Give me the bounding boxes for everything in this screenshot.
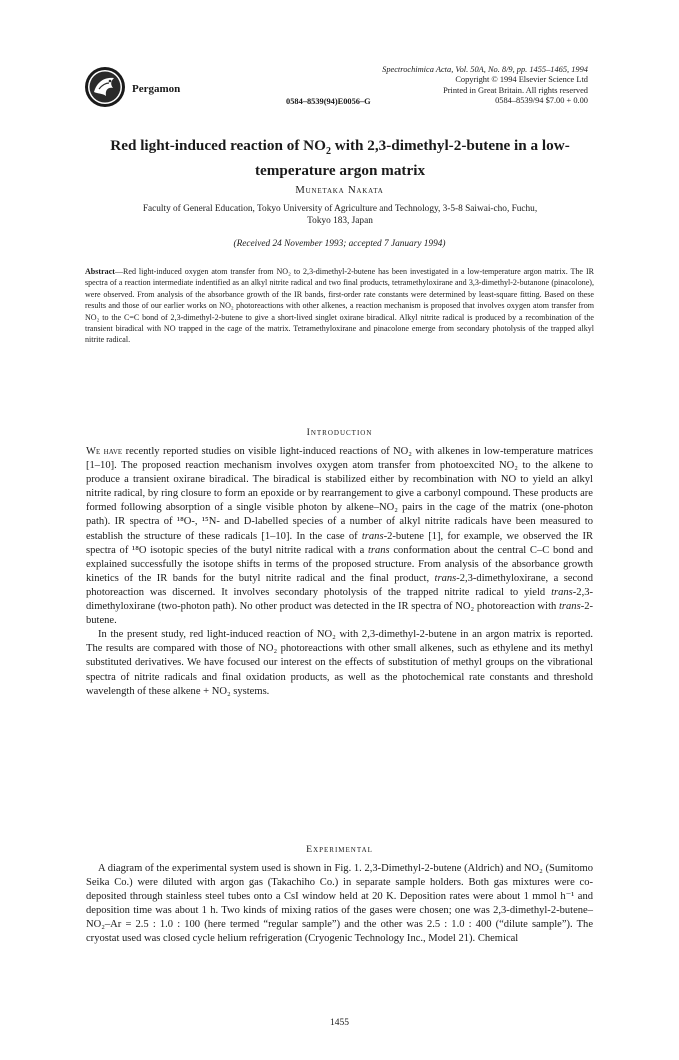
- price-code: 0584–8539/94 $7.00 + 0.00: [495, 96, 588, 106]
- text-run: -2-butene [1], for example, we observed the IR spectra of ¹⁸O isotopic species of the butyl nitrite radical with a: [86, 530, 594, 556]
- text-run: recently reported studies on visible light-induced reactions of NO₂ with alkenes in low-temperature matrices [1–10]. The proposed reaction mechanism involves oxygen atom transfer from photoexcited NO₂ to the alkene to produce a transient oxirane biradical. The biradical is stabilized either by recombination with NO to yield an alkyl nitrite radical, by ring closure to form an epoxide or by rearrangement to give a carbonyl compound. These products are formed following absorption of a single visible photon by alkene–NO₂ pairs in the cage of the matrix (one-photon path). IR spectra of ¹⁸O-, ¹⁵N- and D-labelled species of a number of alkyl nitrite radicals have been measured to establish the structure of these radicals [1–10]. In the case of: [86, 446, 593, 542]
- abstract: [85, 266, 594, 346]
- title-subscript: 2: [325, 146, 331, 158]
- received-dates: (Received 24 November 1993; accepted 7 January 1994): [233, 239, 446, 249]
- introduction-heading: Introduction: [306, 427, 373, 438]
- text-run: -2,3-dimethyloxirane (two-photon path). No other product was detected in the IR spectra of NO₂ photoreaction with: [86, 586, 593, 613]
- italic-term: trans: [434, 572, 457, 584]
- italic-term: trans: [361, 530, 384, 542]
- article-title: [70, 136, 610, 180]
- publisher-name: Pergamon: [132, 83, 181, 95]
- title-text-1: Red light-induced reaction of NO: [110, 137, 326, 154]
- author-affiliation: [90, 203, 590, 227]
- printed-notice: Printed in Great Britain. All rights reserved: [443, 85, 588, 95]
- text-run: conformation about the central C–C bond and explained successfully the isotope shifts in terms of the proposed structure. From analysis of the absorbance growth kinetics of the IR bands for the butyl nitrite radical and the final product,: [86, 544, 593, 584]
- text-run: -2-butene.: [86, 601, 593, 627]
- pergamon-logo-icon: [84, 66, 126, 108]
- title-text-2: with 2,3-dimethyl-2-butene in a low-temperature argon matrix: [254, 137, 570, 180]
- abstract-text: —Red light-induced oxygen atom transfer from NO₂ to 2,3-dimethyl-2-butene has been investigated in a low-temperature argon matrix. The IR spectra of a reaction intermediate indentified as an alkyl nitrite radical and two final products, tetramethyloxirane and 3,3-dimethyl-2-butanone (pinacolone), were observed. From analysis of the absorbance growth of the IR bands, first-order rate constants were determined by least-square fitting. Based on these results and those of our earlier works on NO₂ photoreactions with other alkenes, a reaction mechanism is proposed that involves oxygen atom transfer from NO₂ to the C=C bond of 2,3-dimethyl-2-butene to give a short-lived singlet oxirane biradical. Alkyl nitrite radical is produced by a recombination of the transient biradical with NO trapped in the cage of the matrix. Tetramethyloxirane and pinacolone emerge from secondary photolysis of the trapped alkyl nitrite radical.: [85, 267, 594, 345]
- experimental-paragraph-1: A diagram of the experimental system used is shown in Fig. 1. 2,3-Dimethyl-2-butene (Aldrich) and NO₂ (Sumitomo Seika Co.) were diluted with argon gas (Takachiho Co.) in separate sample holders. Both gas mixtures were co-deposited through stainless steel tubes onto a CsI window held at 20 K. Deposition rates were about 1 mmol h⁻¹ and deposition time was about 1 h. Two kinds of mixing ratios of the gases were chosen; one was 2,3-dimethyl-2-butene–NO₂–Ar = 2.5 : 1.0 : 100 (here termed “regular sample”) and the other was 2.5 : 1.0 : 400 (“dilute sample”). The cryostat used was closed cycle helium refrigeration (Cryogenic Technology Inc., Model 21). Chemical: [86, 863, 593, 945]
- experimental-heading: Experimental: [306, 844, 373, 855]
- experimental-body: [86, 862, 593, 947]
- affiliation-line-1: Faculty of General Education, Tokyo University of Agriculture and Technology, 3-5-8 Saiwai-cho, Fuchu,: [142, 204, 538, 214]
- author-name: Munetaka Nakata: [295, 185, 384, 196]
- introduction-paragraph-2: In the present study, red light-induced reaction of NO₂ with 2,3-dimethyl-2-butene in an argon matrix is reported. The results are compared with those of NO₂ photoreactions with other small alkenes, such as ethylene and its methyl substituted derivatives. We have focused our interest on the effects of substitution of methyl groups on the vibrational spectra of nitrite radicals and final oxidation products, as well as the photochemical rate constants and threshold wavelength of these alkene + NO₂ systems.: [86, 629, 593, 697]
- italic-term: trans: [559, 601, 581, 613]
- italic-term: trans: [367, 544, 390, 556]
- journal-citation: Spectrochimica Acta, Vol. 50A, No. 8/9, pp. 1455–1465, 1994: [382, 65, 588, 74]
- lead-in: We have: [86, 446, 123, 457]
- article-code: 0584–8539(94)E0056–G: [286, 97, 371, 106]
- page-number: 1455: [330, 1018, 349, 1028]
- introduction-paragraph-1: [86, 445, 593, 628]
- introduction-body: [86, 445, 593, 699]
- italic-term: trans: [551, 586, 573, 598]
- copyright-notice: Copyright © 1994 Elsevier Science Ltd: [455, 75, 588, 85]
- text-run: -2,3-dimethyloxirane, a second photoreaction was discerned. It involves secondary photolysis of the trapped nitrite radical to yield: [86, 572, 593, 598]
- abstract-label: Abstract: [85, 267, 115, 276]
- affiliation-line-2: Tokyo 183, Japan: [307, 216, 373, 227]
